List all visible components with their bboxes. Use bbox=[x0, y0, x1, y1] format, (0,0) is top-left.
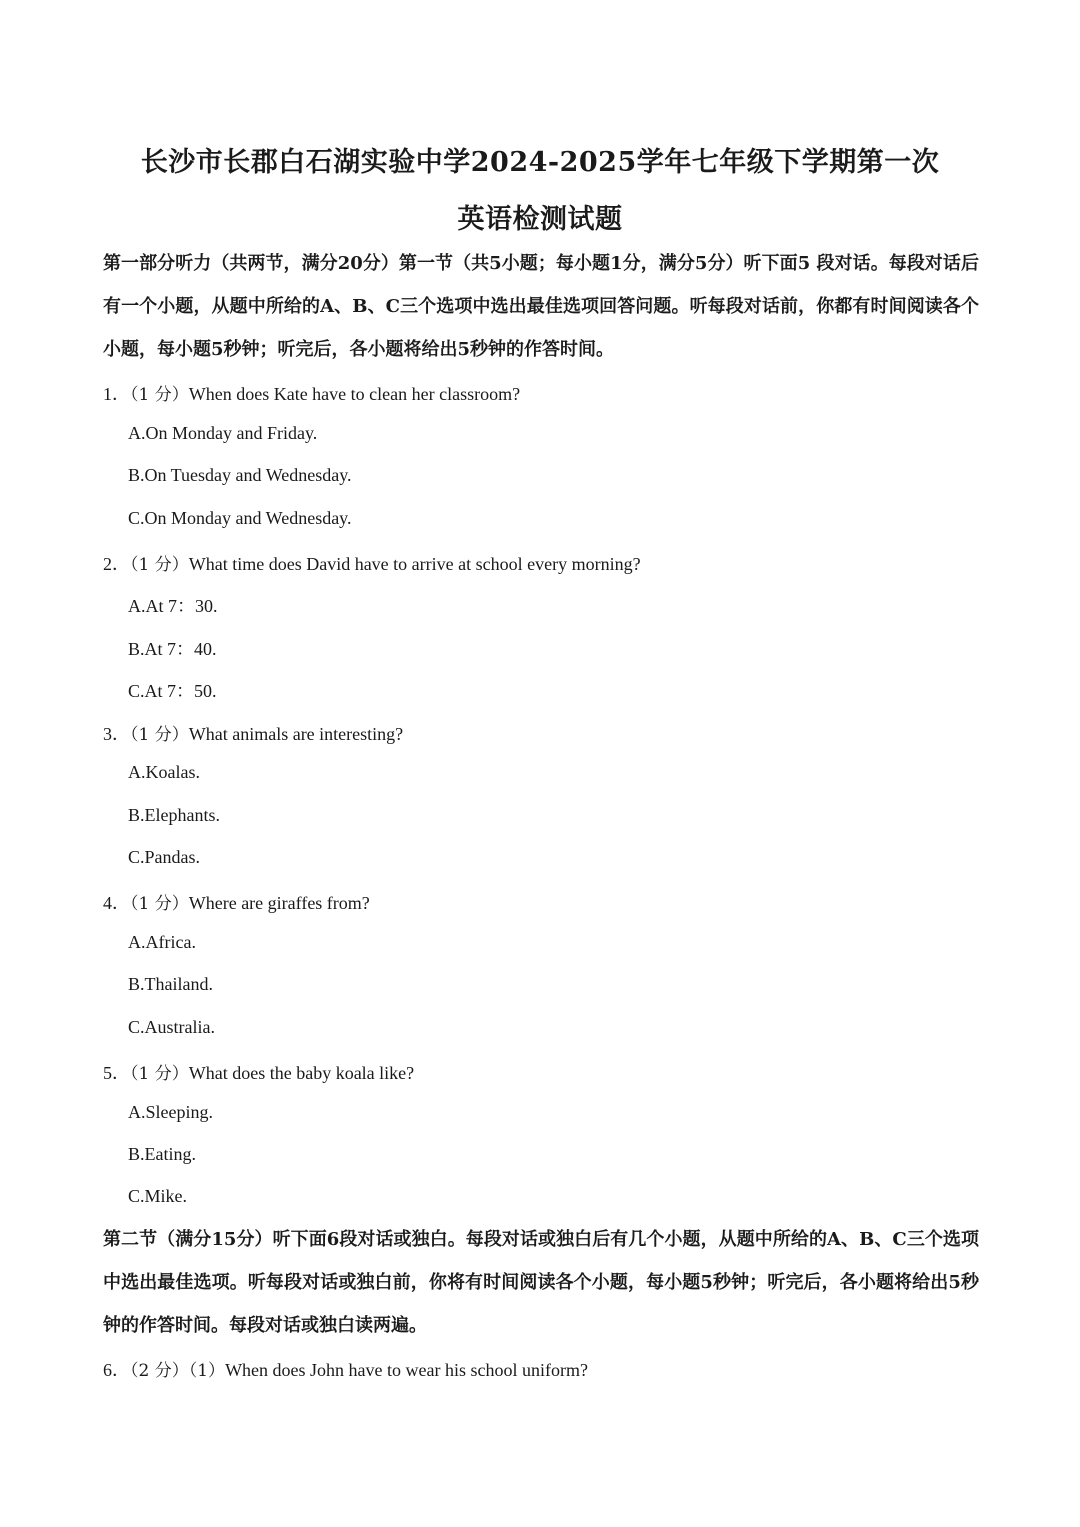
section-1-instructions: 第一部分听力（共两节，满分20分）第一节（共5小题；每小题1分，满分5分）听下面5 段对话。每段对话后有一个小题，从题中所给的A、B、C三个选项中选出最佳选项回答问题。听每段对话前，你都有时间阅读各个小题，每小题5秒钟；听完后，各小题将给出5秒钟的作答时间。 bbox=[103, 253, 979, 360]
section-2-instructions: 第二节（满分15分）听下面6段对话或独白。每段对话或独白后有几个小题，从题中所给的A、B、C三个选项中选出最佳选项。听每段对话或独白前，你将有时间阅读各个小题，每小题5秒钟；听完后，各小题将给出5秒钟的作答时间。每段对话或独白读两遍。 bbox=[103, 1229, 979, 1336]
question-text: Where are giraffes from? bbox=[188, 893, 370, 913]
option-1b: B.On Tuesday and Wednesday. bbox=[128, 465, 352, 485]
question-number: 2． bbox=[103, 554, 130, 574]
option-2a: A.At 7：30. bbox=[128, 596, 218, 616]
question-4 bbox=[103, 889, 370, 915]
sub-question-number: （1） bbox=[188, 1361, 226, 1381]
option-2b: B.At 7：40. bbox=[128, 639, 217, 659]
option-4c: C.Australia. bbox=[128, 1017, 215, 1037]
option-5c: C.Mike. bbox=[128, 1186, 188, 1206]
question-3 bbox=[103, 720, 403, 746]
question-points: （2 分） bbox=[130, 1361, 189, 1381]
option-4b: B.Thailand. bbox=[128, 974, 213, 994]
option-5a: A.Sleeping. bbox=[128, 1102, 213, 1122]
question-points: （1 分） bbox=[130, 894, 189, 914]
question-points: （1 分） bbox=[130, 385, 189, 405]
question-2 bbox=[103, 550, 641, 576]
question-number: 1． bbox=[103, 384, 130, 404]
question-points: （1 分） bbox=[130, 1064, 189, 1084]
option-3b: B.Elephants. bbox=[128, 805, 220, 825]
question-points: （1 分） bbox=[130, 555, 189, 575]
question-text: What does the baby koala like? bbox=[188, 1063, 415, 1083]
question-number: 6． bbox=[103, 1360, 130, 1380]
option-2c: C.At 7：50. bbox=[128, 681, 217, 701]
question-6 bbox=[103, 1356, 588, 1382]
question-text: When does Kate have to clean her classroom? bbox=[188, 384, 521, 404]
option-3c: C.Pandas. bbox=[128, 847, 200, 867]
question-number: 3． bbox=[103, 724, 130, 744]
exam-title-line-2: 英语检测试题 bbox=[457, 204, 623, 235]
option-3a: A.Koalas. bbox=[128, 762, 200, 782]
option-5b: B.Eating. bbox=[128, 1144, 196, 1164]
question-1 bbox=[103, 380, 520, 406]
question-number: 4． bbox=[103, 893, 130, 913]
option-1c: C.On Monday and Wednesday. bbox=[128, 508, 352, 528]
exam-title-line-1: 长沙市长郡白石湖实验中学2024-2025学年七年级下学期第一次 bbox=[140, 147, 940, 178]
option-1a: A.On Monday and Friday. bbox=[128, 423, 318, 443]
question-points: （1 分） bbox=[130, 725, 189, 745]
question-number: 5． bbox=[103, 1063, 130, 1083]
question-text: What time does David have to arrive at school every morning? bbox=[188, 554, 641, 574]
option-4a: A.Africa. bbox=[128, 932, 196, 952]
question-5 bbox=[103, 1059, 414, 1085]
question-text: When does John have to wear his school uniform? bbox=[225, 1360, 588, 1380]
question-text: What animals are interesting? bbox=[188, 724, 404, 744]
